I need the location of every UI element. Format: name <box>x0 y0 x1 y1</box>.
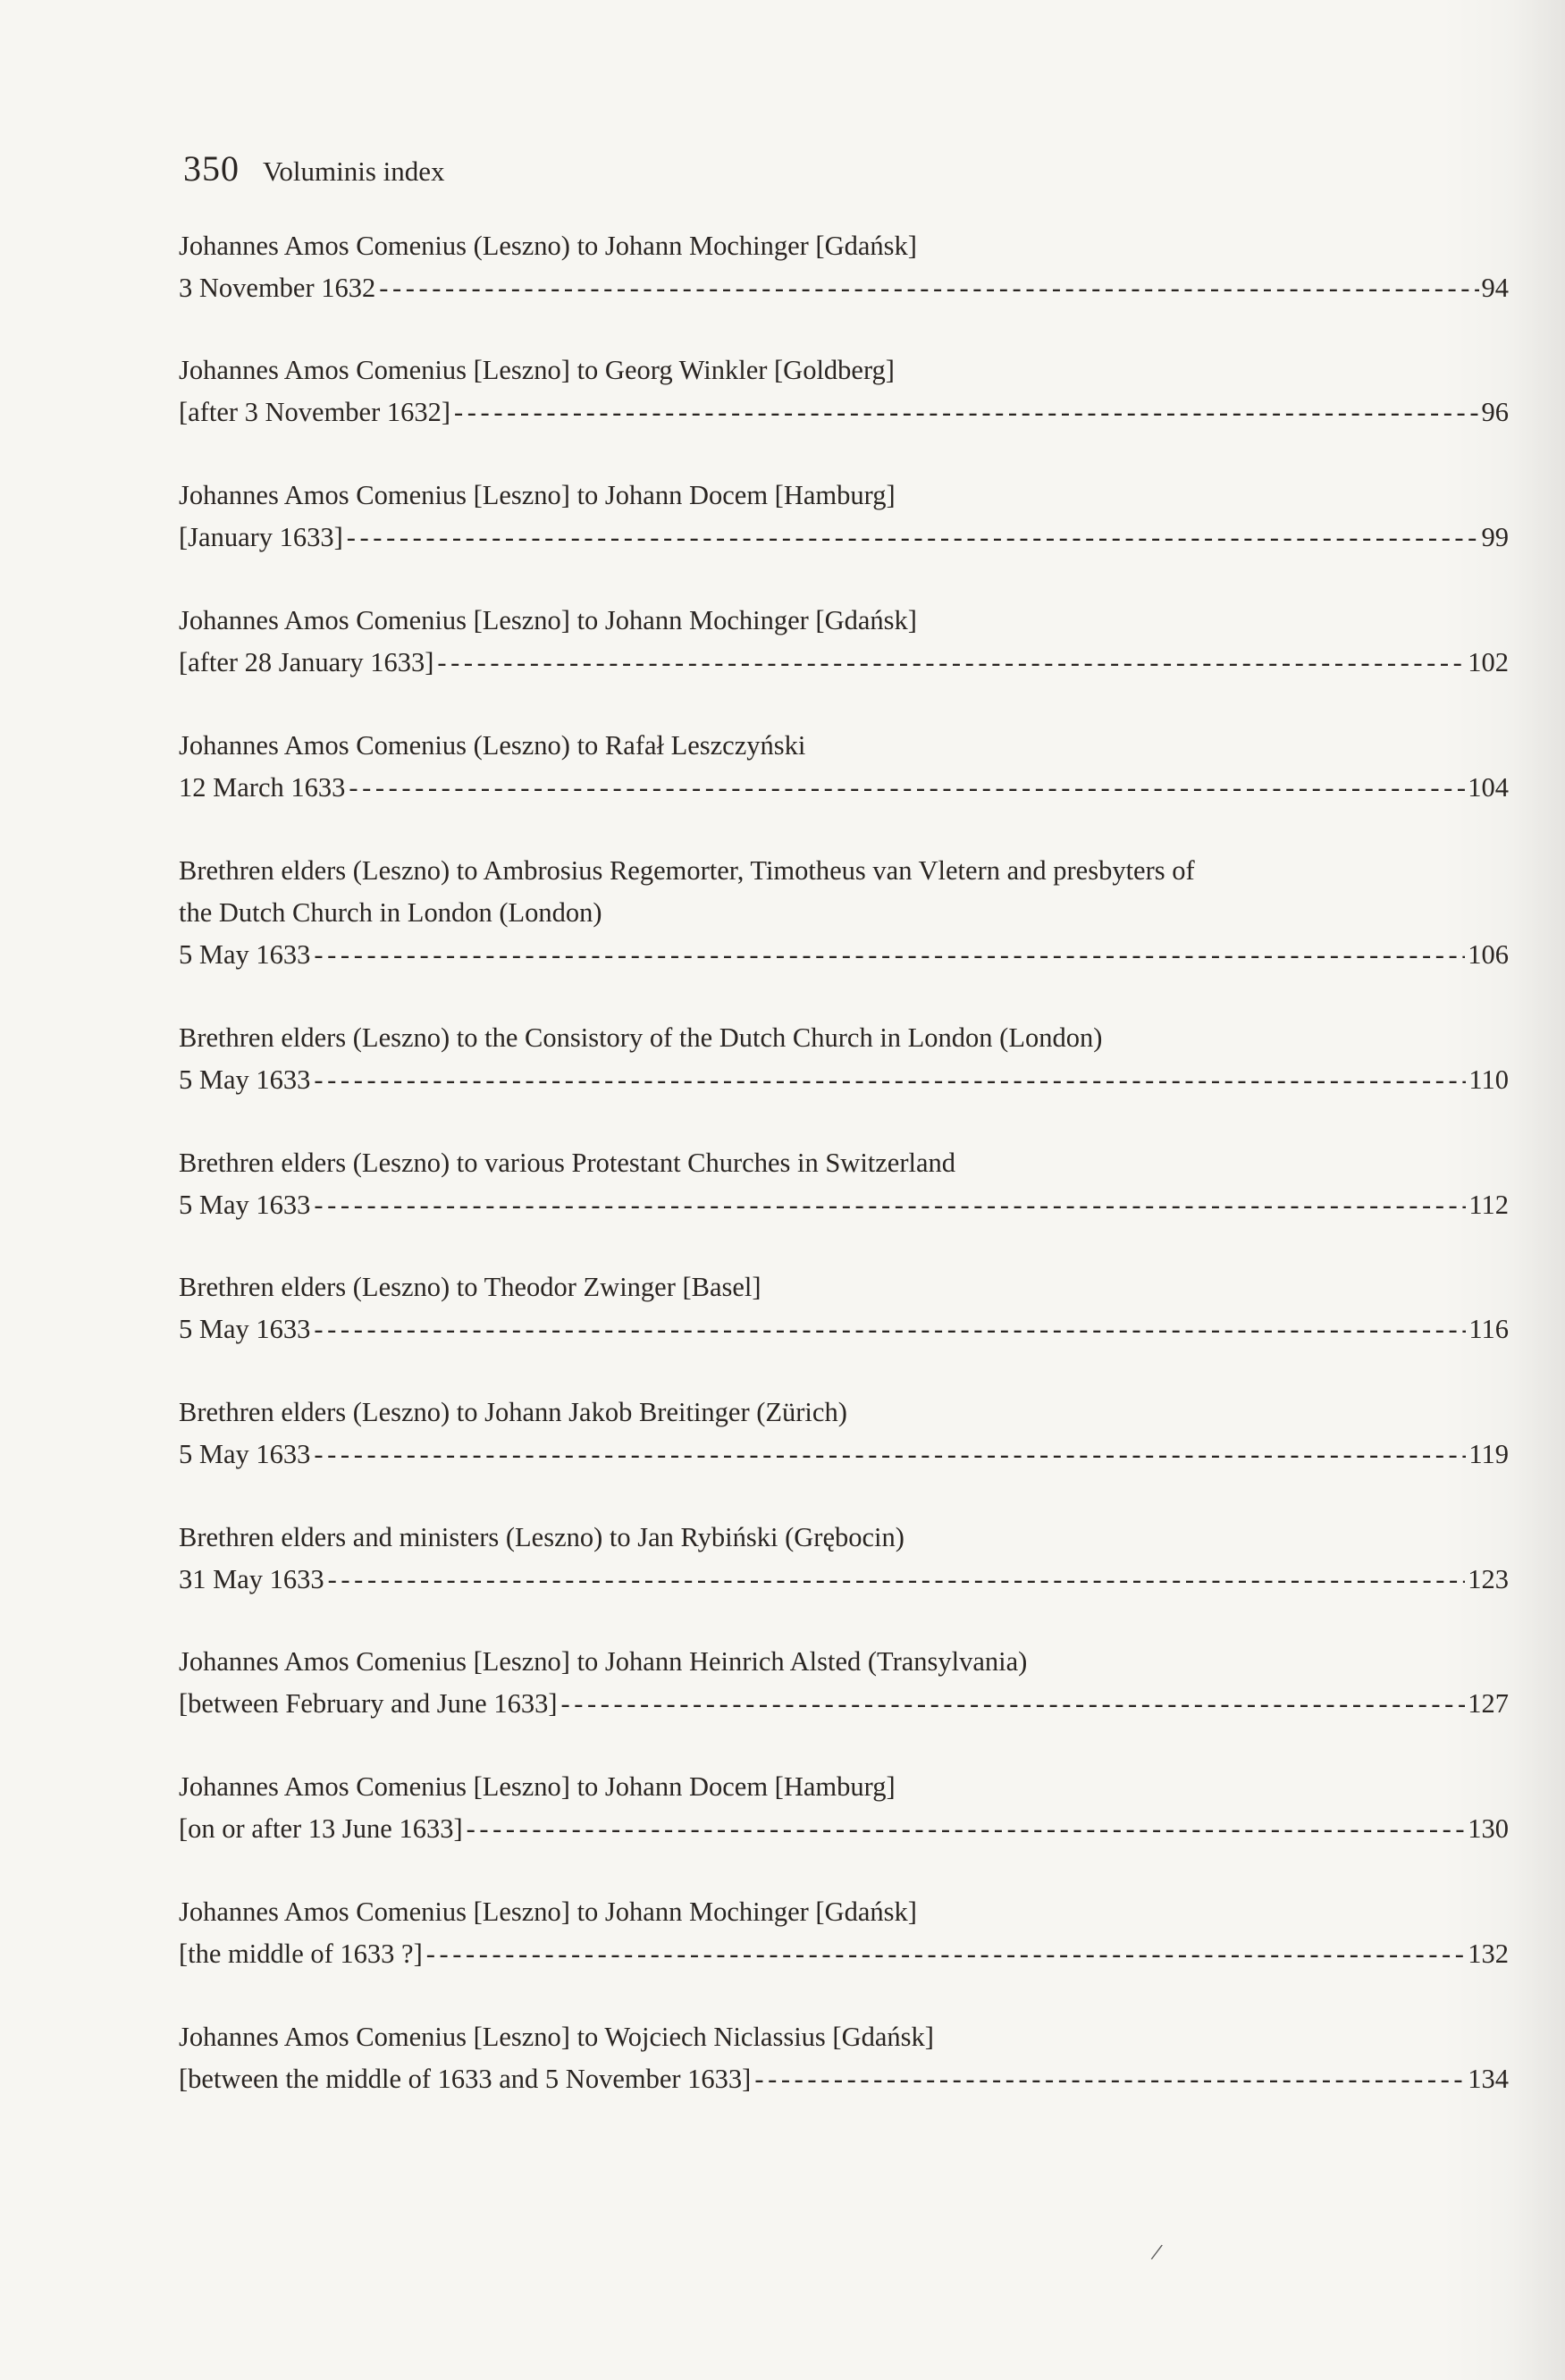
index-entry <box>179 2016 1509 2100</box>
dot-leader <box>328 1559 1466 1601</box>
dot-leader <box>314 1434 1466 1476</box>
entry-dateline <box>179 2058 1509 2100</box>
index-entry <box>179 1142 1509 1226</box>
entry-date: 31 May 1633 <box>179 1564 324 1594</box>
entry-date: [between the middle of 1633 and 5 November 1633] <box>179 2064 752 2094</box>
entry-date: 3 November 1632 <box>179 273 376 303</box>
entry-dateline <box>179 517 1509 559</box>
entry-date: [between February and June 1633] <box>179 1688 558 1719</box>
entry-date: [January 1633] <box>179 522 343 552</box>
entry-date: 5 May 1633 <box>179 1314 311 1344</box>
dot-leader <box>314 1308 1466 1350</box>
entry-dateline <box>179 1184 1509 1226</box>
dot-leader <box>347 517 1479 559</box>
entry-date: [after 28 January 1633] <box>179 647 434 677</box>
entry-page: 134 <box>1468 2064 1509 2094</box>
dot-leader <box>314 1059 1466 1101</box>
dot-leader <box>454 391 1478 433</box>
index-entry <box>179 1266 1509 1350</box>
entry-title: Johannes Amos Comenius (Leszno) to Rafał Leszczyński <box>179 730 806 761</box>
dot-leader <box>437 642 1465 684</box>
entry-page: 116 <box>1468 1314 1509 1344</box>
page-edge-shadow <box>1511 0 1565 2380</box>
entry-title: Brethren elders (Leszno) to Ambrosius Regemorter, Timotheus van Vletern and presbyters of <box>179 855 1195 886</box>
entry-page: 132 <box>1468 1938 1509 1969</box>
stray-pencil-mark: / <box>1149 2238 1165 2267</box>
entry-date: 5 May 1633 <box>179 939 311 970</box>
index-entry <box>179 475 1509 559</box>
entry-page: 119 <box>1468 1439 1509 1469</box>
entry-date: [after 3 November 1632] <box>179 397 451 427</box>
index-entry <box>179 225 1509 309</box>
entry-title: Johannes Amos Comenius [Leszno] to Johann Docem [Hamburg] <box>179 480 896 510</box>
entry-dateline <box>179 1059 1509 1101</box>
index-entry <box>179 1641 1509 1725</box>
index-entry <box>179 1891 1509 1975</box>
entry-page: 96 <box>1481 397 1509 427</box>
entry-title: Brethren elders (Leszno) to Theodor Zwinger [Basel] <box>179 1272 761 1302</box>
entry-title: Johannes Amos Comenius [Leszno] to Johann Docem [Hamburg] <box>179 1771 896 1802</box>
index-entry <box>179 725 1509 809</box>
entry-page: 99 <box>1481 522 1509 552</box>
entry-title: Johannes Amos Comenius [Leszno] to Georg Winkler [Goldberg] <box>179 355 895 385</box>
index-entry <box>179 349 1509 433</box>
entry-title: Brethren elders (Leszno) to the Consistory of the Dutch Church in London (London) <box>179 1022 1103 1053</box>
entry-date: [on or after 13 June 1633] <box>179 1813 463 1844</box>
entry-dateline <box>179 1559 1509 1601</box>
entry-date: 5 May 1633 <box>179 1190 311 1220</box>
index-entry <box>179 1017 1509 1101</box>
dot-leader <box>467 1808 1466 1850</box>
index-entry <box>179 600 1509 684</box>
entry-title: Johannes Amos Comenius [Leszno] to Wojciech Niclassius [Gdańsk] <box>179 2022 934 2052</box>
entry-page: 102 <box>1468 647 1509 677</box>
entry-dateline <box>179 1434 1509 1476</box>
dot-leader <box>426 1933 1466 1975</box>
entry-dateline <box>179 1933 1509 1975</box>
entry-title: Johannes Amos Comenius (Leszno) to Johann Mochinger [Gdańsk] <box>179 231 917 261</box>
entry-title-continued: the Dutch Church in London (London) <box>179 897 602 928</box>
index-entry <box>179 1517 1509 1601</box>
dot-leader <box>314 1184 1466 1226</box>
entry-dateline <box>179 767 1509 809</box>
entry-page: 130 <box>1468 1813 1509 1844</box>
entry-page: 106 <box>1468 939 1509 970</box>
entry-dateline <box>179 391 1509 433</box>
entry-page: 112 <box>1468 1190 1509 1220</box>
dot-leader <box>754 2058 1465 2100</box>
dot-leader <box>314 934 1465 976</box>
entry-dateline <box>179 1308 1509 1350</box>
entry-title: Johannes Amos Comenius [Leszno] to Johann Mochinger [Gdańsk] <box>179 1896 917 1927</box>
entry-page: 110 <box>1468 1064 1509 1095</box>
entry-title: Brethren elders (Leszno) to various Protestant Churches in Switzerland <box>179 1148 956 1178</box>
dot-leader <box>379 267 1478 309</box>
entry-page: 104 <box>1468 772 1509 803</box>
index-entry <box>179 850 1509 976</box>
entry-title: Johannes Amos Comenius [Leszno] to Johann Mochinger [Gdańsk] <box>179 605 917 635</box>
dot-leader <box>349 767 1465 809</box>
entry-dateline <box>179 1808 1509 1850</box>
entry-dateline <box>179 934 1509 976</box>
entry-date: 5 May 1633 <box>179 1439 311 1469</box>
index-entry <box>179 1392 1509 1476</box>
entry-page: 123 <box>1468 1564 1509 1594</box>
entry-dateline <box>179 1683 1509 1725</box>
running-head: Voluminis index <box>263 156 445 187</box>
entry-dateline <box>179 642 1509 684</box>
dot-leader <box>560 1683 1465 1725</box>
entry-page: 94 <box>1481 273 1509 303</box>
entry-date: [the middle of 1633 ?] <box>179 1938 423 1969</box>
entry-page: 127 <box>1468 1688 1509 1719</box>
entry-date: 12 March 1633 <box>179 772 346 803</box>
entry-date: 5 May 1633 <box>179 1064 311 1095</box>
entry-title: Johannes Amos Comenius [Leszno] to Johann Heinrich Alsted (Transylvania) <box>179 1646 1028 1677</box>
entry-dateline <box>179 267 1509 309</box>
entry-title: Brethren elders and ministers (Leszno) to Jan Rybiński (Grębocin) <box>179 1522 905 1552</box>
page-number: 350 <box>183 148 240 189</box>
entry-title: Brethren elders (Leszno) to Johann Jakob Breitinger (Zürich) <box>179 1397 847 1427</box>
index-entry <box>179 1766 1509 1850</box>
